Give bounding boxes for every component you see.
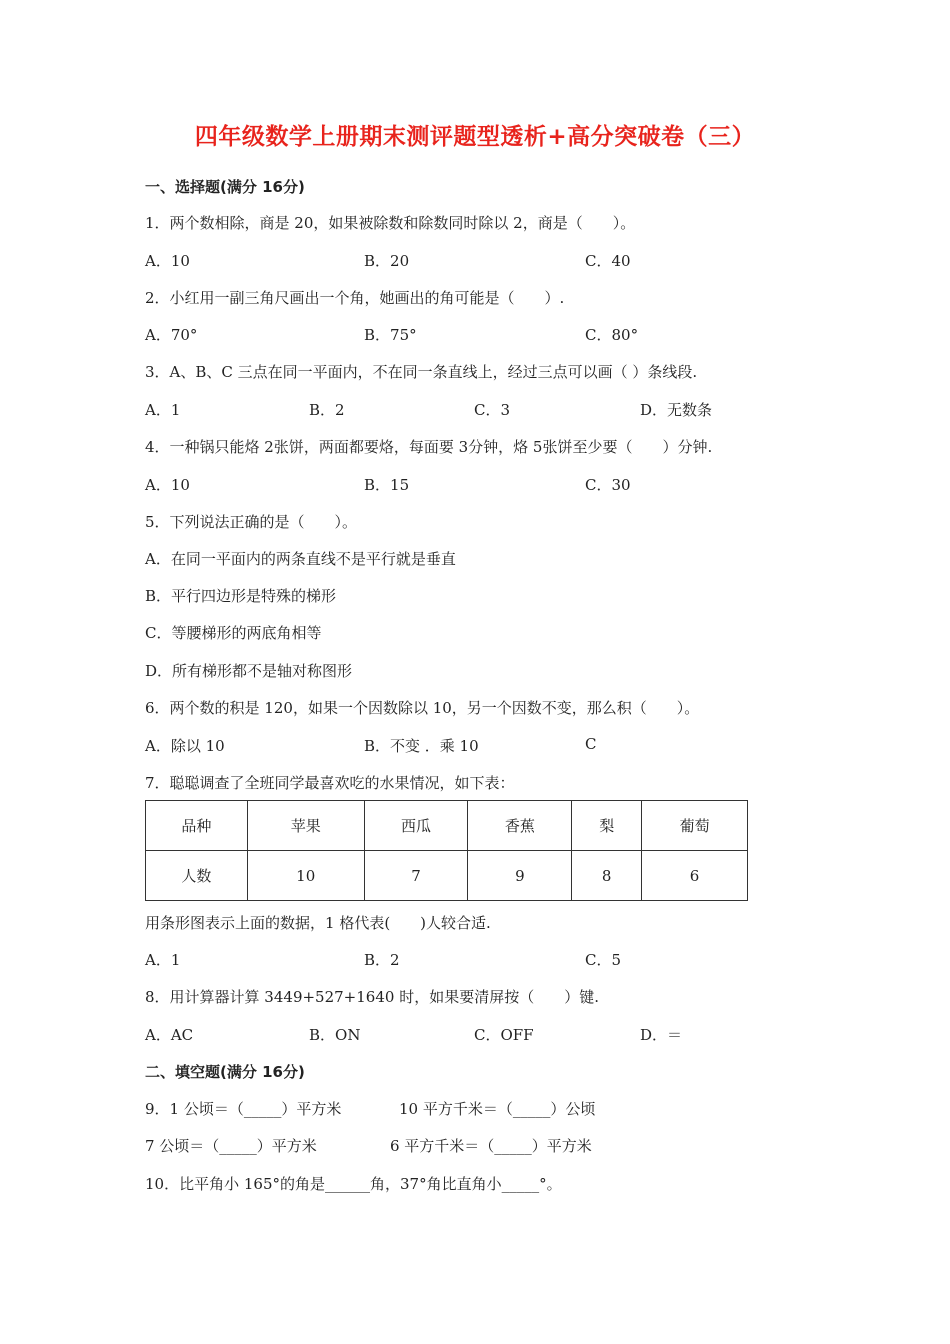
q4-option-c: C．30 xyxy=(585,476,631,494)
table-cell: 香蕉 xyxy=(468,801,572,851)
q1-option-c: C．40 xyxy=(585,252,631,270)
q1-option-a: A．10 xyxy=(145,252,190,270)
section-heading-fill: 二、填空题(满分 16分) xyxy=(145,1063,305,1081)
q8-option-b: B．ON xyxy=(309,1026,361,1044)
table-cell: 西瓜 xyxy=(364,801,468,851)
q7-option-a: A．1 xyxy=(145,951,181,969)
q6-option-c: C xyxy=(585,735,597,753)
table-header-row xyxy=(146,801,748,851)
question-7-followup: 用条形图表示上面的数据，1 格代表( )人较合适. xyxy=(145,914,491,932)
q5-option-b: B．平行四边形是特殊的梯形 xyxy=(145,587,337,605)
question-4: 4．一种锅只能烙 2张饼，两面都要烙，每面要 3分钟，烙 5张饼至少要（ ）分钟. xyxy=(145,438,713,456)
question-9-line2-b: 6 平方千米＝（_____）平方米 xyxy=(390,1137,592,1155)
q7-option-b: B．2 xyxy=(364,951,400,969)
q3-option-a: A．1 xyxy=(145,401,181,419)
table-row xyxy=(146,851,748,901)
q8-option-a: A．AC xyxy=(145,1026,194,1044)
table-cell: 葡萄 xyxy=(642,801,748,851)
q1-option-b: B．20 xyxy=(364,252,410,270)
question-2: 2．小红用一副三角尺画出一个角，她画出的角可能是（ ）. xyxy=(145,289,565,307)
question-9-line2-a: 7 公顷＝（_____）平方米 xyxy=(145,1137,317,1155)
q3-option-d: D．无数条 xyxy=(640,401,713,419)
q6-option-a: A．除以 10 xyxy=(145,737,225,755)
table-cell: 9 xyxy=(468,851,572,901)
q8-option-d: D．＝ xyxy=(640,1026,683,1044)
table-cell: 梨 xyxy=(572,801,642,851)
q5-option-d: D．所有梯形都不是轴对称图形 xyxy=(145,662,353,680)
question-5: 5．下列说法正确的是（ ）。 xyxy=(145,513,358,531)
question-9-line1-a: 9．1 公顷＝（_____）平方米 xyxy=(145,1100,342,1118)
question-1: 1．两个数相除，商是 20，如果被除数和除数同时除以 2，商是（ ）。 xyxy=(145,214,636,232)
page-title: 四年级数学上册期末测评题型透析+高分突破卷（三） xyxy=(194,124,756,150)
fruit-survey-table xyxy=(145,800,748,901)
table-cell: 品种 xyxy=(146,801,248,851)
question-6: 6．两个数的积是 120，如果一个因数除以 10，另一个因数不变，那么积（ ）。 xyxy=(145,699,700,717)
question-8: 8．用计算器计算 3449+527+1640 时，如果要清屏按（ ）键. xyxy=(145,988,599,1006)
question-10: 10．比平角小 165°的角是______角，37°角比直角小_____°。 xyxy=(145,1175,562,1193)
q7-option-c: C．5 xyxy=(585,951,622,969)
q5-option-a: A．在同一平面内的两条直线不是平行就是垂直 xyxy=(145,550,456,568)
table-cell: 6 xyxy=(642,851,748,901)
q5-option-c: C．等腰梯形的两底角相等 xyxy=(145,624,322,642)
question-3: 3．A、B、C 三点在同一平面内，不在同一条直线上，经过三点可以画（ ）条线段. xyxy=(145,363,698,381)
q3-option-b: B．2 xyxy=(309,401,345,419)
q6-option-b: B．不变 ．乘 10 xyxy=(364,737,479,755)
q8-option-c: C．OFF xyxy=(474,1026,534,1044)
question-7: 7．聪聪调查了全班同学最喜欢吃的水果情况，如下表： xyxy=(145,774,515,792)
question-9-line1-b: 10 平方千米＝（_____）公顷 xyxy=(399,1100,596,1118)
q2-option-b: B．75° xyxy=(364,326,417,344)
q3-option-c: C．3 xyxy=(474,401,511,419)
q4-option-b: B．15 xyxy=(364,476,410,494)
q2-option-a: A．70° xyxy=(145,326,198,344)
table-cell: 8 xyxy=(572,851,642,901)
table-cell: 7 xyxy=(364,851,468,901)
table-cell: 10 xyxy=(247,851,364,901)
table-cell: 苹果 xyxy=(247,801,364,851)
table-cell: 人数 xyxy=(146,851,248,901)
q4-option-a: A．10 xyxy=(145,476,190,494)
section-heading-choice: 一、选择题(满分 16分) xyxy=(145,178,305,196)
q2-option-c: C．80° xyxy=(585,326,639,344)
